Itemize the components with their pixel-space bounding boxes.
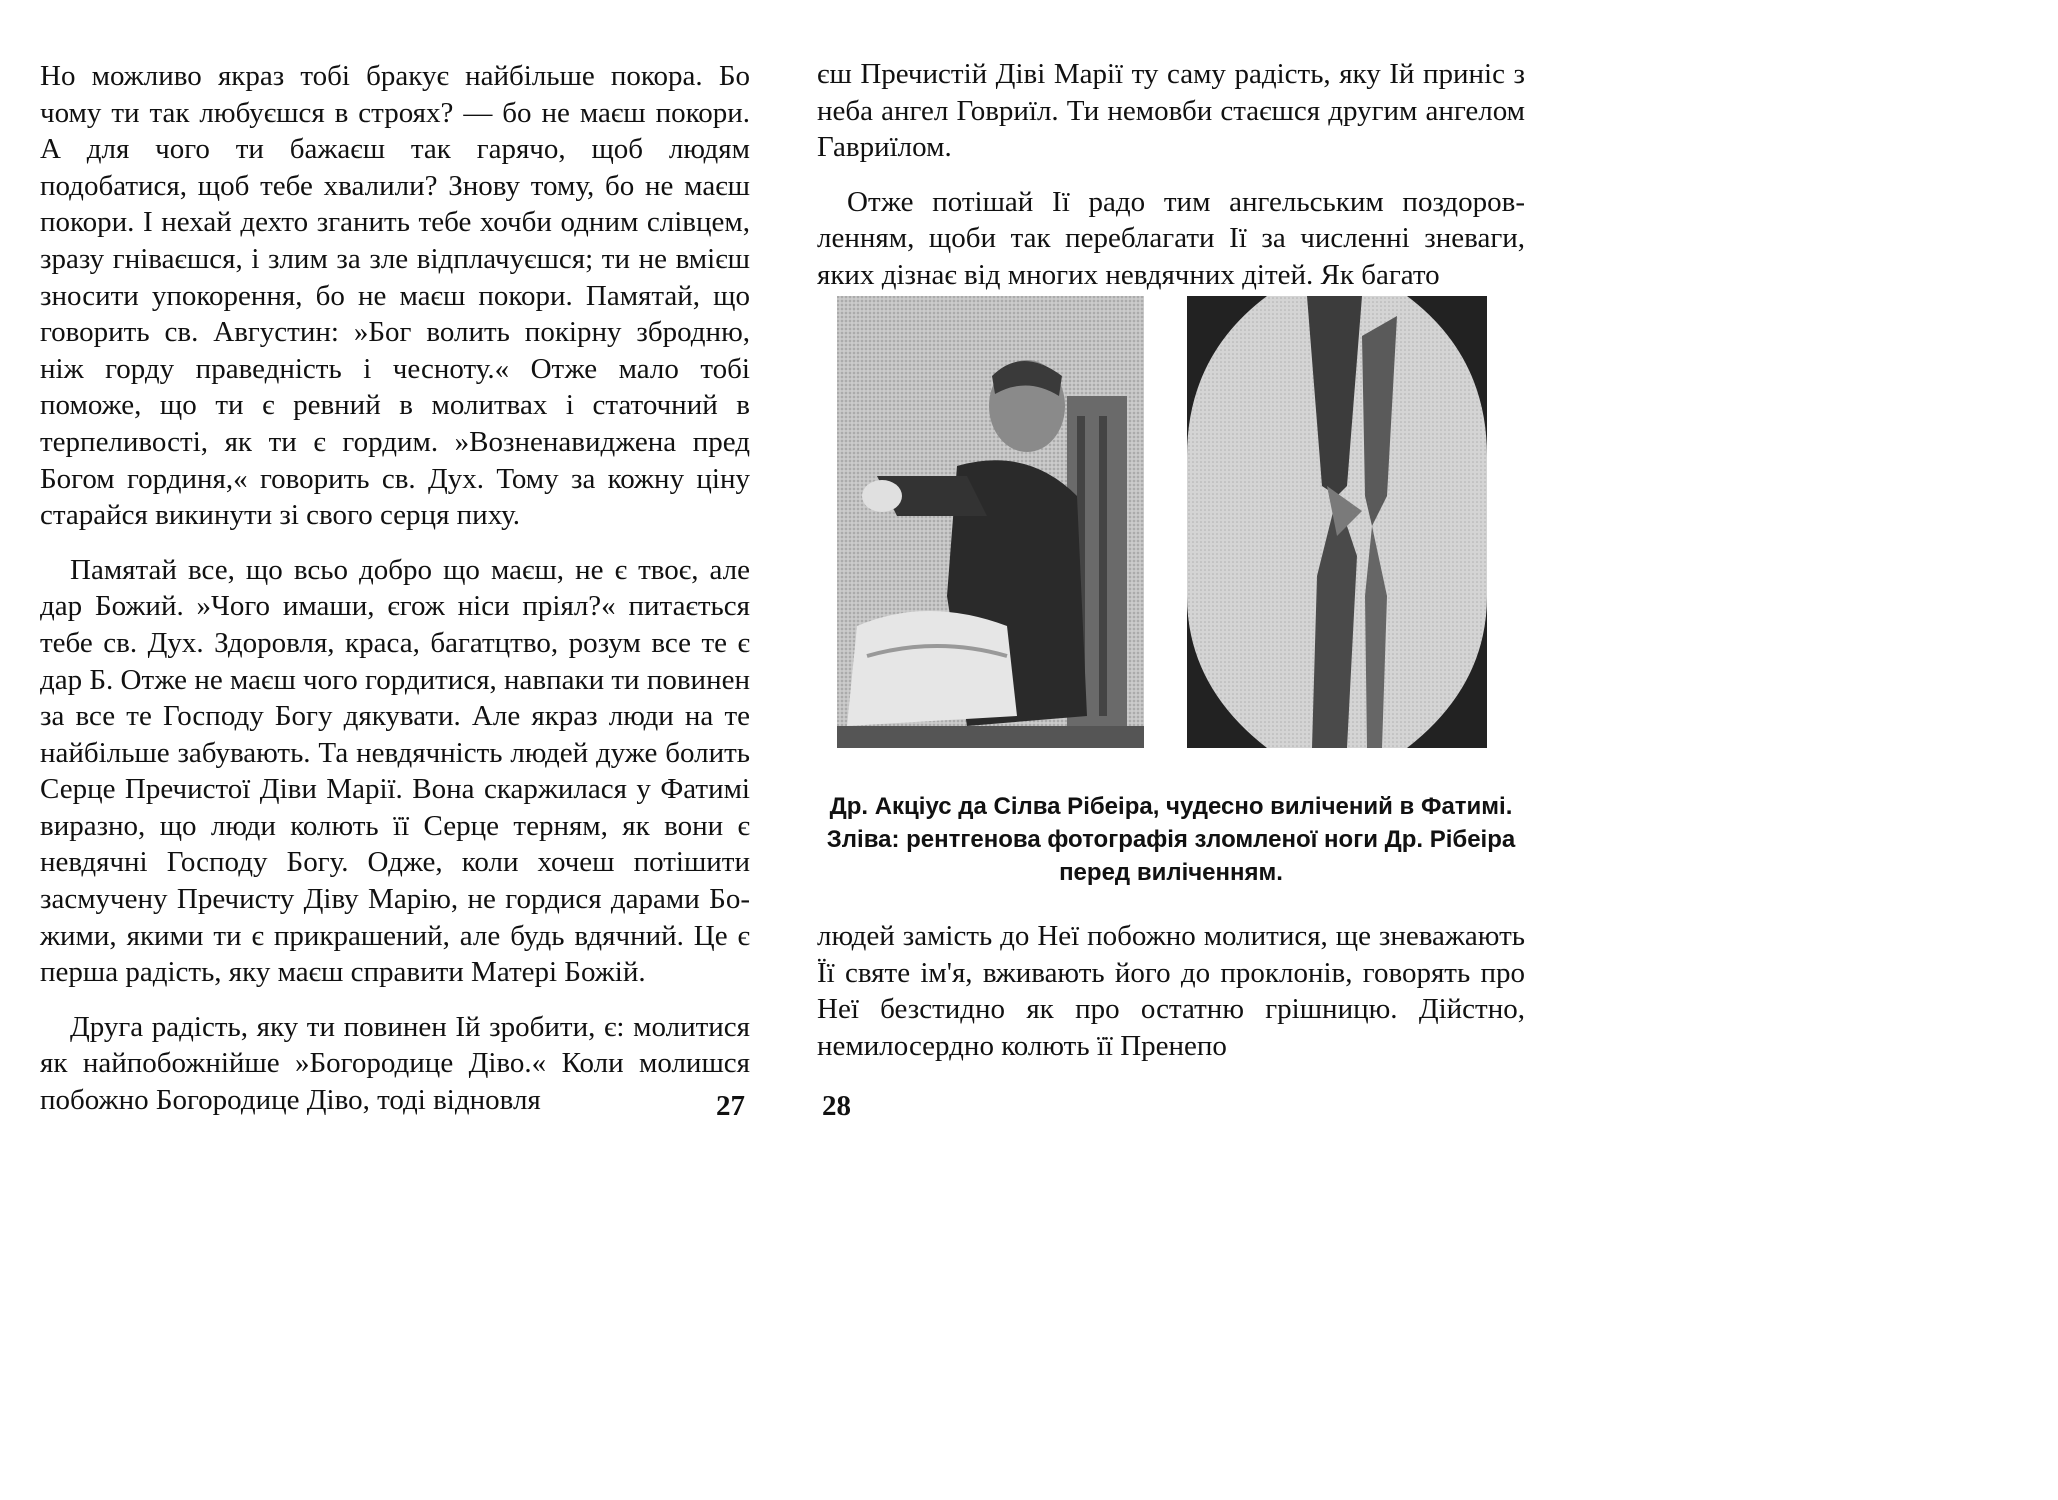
xray-photo xyxy=(1187,296,1487,748)
left-page xyxy=(0,0,782,1139)
paragraph: людей замість до Неї побожно молитися, ще зневажають Її святе ім'я, вживають його до проклонів, говорять про Неї безстидно як про остатню грішницю. Дійстно, немилосердно колють її Пренепо xyxy=(817,920,1525,1062)
page-number: 27 xyxy=(716,1090,745,1122)
photo-caption: Др. Акціус да Сілва Рібеіра, чудесно вилічений в Фатимі. Зліва: рентгенова фотографія зломленої ноги Др. Рібеіра перед виліченням. xyxy=(826,793,1516,886)
paragraph: Друга радість, яку ти повинен Ій зробити, є: молитися як найпобожнійше »Богородице Діво.« Коли молишся побожно Богородице Діво, тоді відновля xyxy=(40,1010,750,1117)
right-page-top-text xyxy=(817,56,1525,312)
portrait-photo xyxy=(837,296,1144,748)
paragraph: Но можливо якраз тобі бракує найбільше покора. Бо чому ти так любуєшся в строях? — бо не маєш покори. А для чого ти бажаєш так гарячо, щоб людям подобатися, щоб тебе хвалили? Знову тому, бо не маєш покори. І нехай дехто зганить тебе хочби одним слівцем, зразу гніваєшся, і злим за зле відплачуєшся; ти не вмієш зносити упокорення, бо не маєш покори. Памятай, що говорить св. Августин: »Бог волить покірну збродню, ніж горду праведність і чесноту.« Отже мало тобі поможе, що ти є ревний в молитвах і статочний в терпеливості, як ти є гордим. »Возненавиджена пред Богом гординя,« говорить св. Дух. Тому за кожну ціну старайся викинути зі свого серця пиху. xyxy=(40,60,750,532)
photo-pair xyxy=(837,296,1497,748)
right-page-bottom-text xyxy=(817,918,1525,1082)
page-number: 28 xyxy=(822,1090,851,1122)
left-page-text xyxy=(40,58,750,1137)
paragraph: Отже потішай Ії радо тим ангельським поздоровленням, щоби так переблагати Ії за численні зневаги, яких дізнає від многих невдячних дітей. Як багато xyxy=(817,185,1525,291)
paragraph: єш Пречистій Діві Марії ту саму радість, яку Ій приніс з неба ангел Говриїл. Ти немовби стаєшся другим ангелом Гавриїлом. xyxy=(817,58,1525,164)
paragraph: Памятай все, що всьо добро що маєш, не є твоє, але дар Божий. »Чого имаши, єгож ніси пріял?« питається тебе св. Дух. Здоровля, краса, багатцтво, розум все те є дар Б. Отже не маєш чого гордитися, навпаки ти повинен за все те Господу Богу дякувати. Але якраз люди на те найбільше забувають. Та невдячність людей дуже болить Серце Пречистої Діви Марії. Вона скаржилася у Фатимі виразно, що люди колють її Серце терням, як вони є невдячні Господу Богу. Одже, коли хочеш потішити засмучену Пречисту Діву Марію, не гордися дарами Божими, якими ти є прикрашений, але будь вдячний. Це є перша радість, яку маєш справити Матері Божій. xyxy=(40,553,750,989)
right-page xyxy=(782,0,1565,1139)
